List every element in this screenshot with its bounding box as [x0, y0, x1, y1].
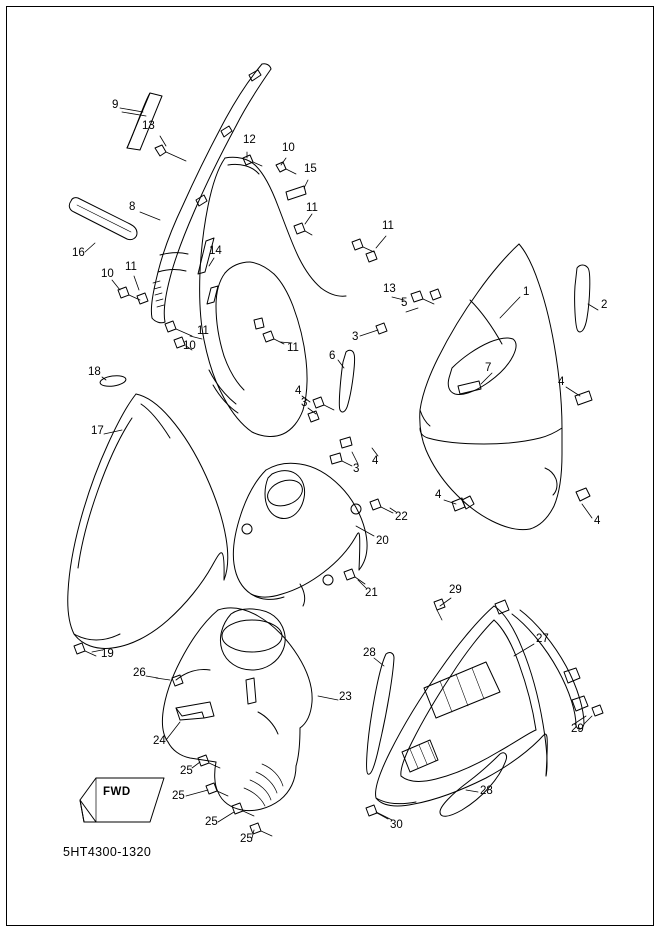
callout-13-b: 13: [383, 283, 396, 295]
callout-17: 17: [91, 425, 104, 437]
callout-29-b: 29: [571, 723, 584, 735]
callout-4-a: 4: [558, 376, 565, 388]
callout-2: 2: [601, 299, 608, 311]
callout-6: 6: [329, 350, 336, 362]
callout-11-b: 11: [382, 220, 394, 232]
callout-18: 18: [88, 366, 101, 378]
callout-24: 24: [153, 735, 166, 747]
fasteners: [74, 142, 603, 836]
callout-28-b: 28: [480, 785, 493, 797]
callout-25-a: 25: [180, 765, 193, 777]
part-18-clip: [99, 374, 126, 388]
part-16-rod: [69, 198, 137, 240]
callout-25-c: 25: [205, 816, 218, 828]
part-27-frame: [376, 600, 588, 806]
callout-10: 10: [282, 142, 295, 154]
callout-22: 22: [395, 511, 408, 523]
left-fairing-body: [200, 157, 346, 436]
callout-30: 30: [390, 819, 403, 831]
callout-4-d: 4: [435, 489, 442, 501]
part-6-strip: [339, 350, 354, 412]
callout-19: 19: [101, 648, 114, 660]
callout-12: 12: [243, 134, 256, 146]
part-2-strip: [575, 265, 590, 332]
callout-10-c: 10: [183, 340, 196, 352]
callout-28-a: 28: [363, 647, 376, 659]
part-7-emblem: [458, 381, 481, 394]
callout-4-e: 4: [594, 515, 601, 527]
callout-16: 16: [72, 247, 85, 259]
callout-5: 5: [401, 297, 408, 309]
callout-3-b: 3: [301, 397, 308, 409]
callout-3-c: 3: [353, 463, 360, 475]
callout-11-a: 11: [306, 202, 318, 214]
callout-25-d: 25: [240, 833, 253, 845]
callout-21: 21: [365, 587, 378, 599]
fwd-arrow: [80, 778, 164, 822]
part-code-label: 5HT4300-1320: [63, 845, 152, 859]
callout-10-b: 10: [101, 268, 114, 280]
callout-25-b: 25: [172, 790, 185, 802]
callout-3-a: 3: [352, 331, 359, 343]
callout-13: 13: [142, 120, 155, 132]
callout-1: 1: [523, 286, 530, 298]
callout-8: 8: [129, 201, 136, 213]
callout-20: 20: [376, 535, 389, 547]
callout-23: 23: [339, 691, 352, 703]
callout-11-d: 11: [197, 325, 209, 337]
leader-lines: [85, 112, 601, 838]
part-1-right-cowling: [420, 244, 590, 530]
callout-4-b: 4: [295, 385, 302, 397]
callout-29-a: 29: [449, 584, 462, 596]
callout-4-c: 4: [372, 455, 379, 467]
callout-9: 9: [112, 99, 119, 111]
callout-26: 26: [133, 667, 146, 679]
fwd-direction-label: FWD: [103, 786, 131, 798]
callout-11-c: 11: [125, 261, 137, 273]
callout-14: 14: [209, 245, 222, 257]
part-23-duct: [162, 608, 312, 811]
callout-27: 27: [536, 633, 549, 645]
part-20-inner-panel: [233, 463, 367, 606]
callout-11-e: 11: [287, 342, 299, 354]
callout-7: 7: [485, 362, 492, 374]
callout-15: 15: [304, 163, 317, 175]
